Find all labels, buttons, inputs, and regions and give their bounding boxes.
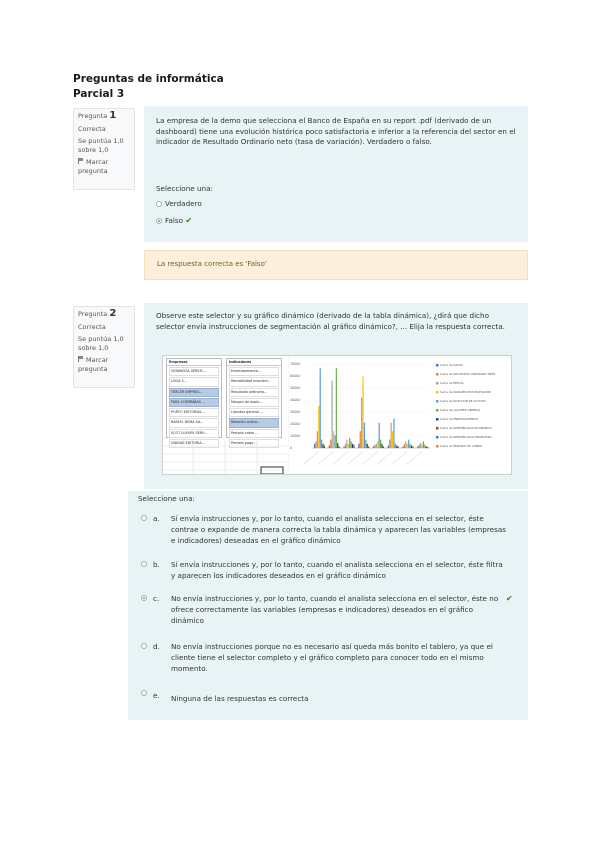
chart-bar xyxy=(411,445,412,448)
chart-bar xyxy=(346,440,347,448)
option-text: Ninguna de las respuestas es correcta xyxy=(171,694,309,703)
legend-swatch xyxy=(436,445,439,448)
slicer-item[interactable]: Margen de explo... xyxy=(229,398,279,407)
y-tick-label: 70000 xyxy=(290,362,301,367)
chart-bar xyxy=(383,446,384,448)
chart-bar xyxy=(353,445,354,448)
slicer-empresas xyxy=(166,358,222,446)
chart-bar xyxy=(365,440,366,448)
chart-bar xyxy=(379,423,380,448)
chart-bar xyxy=(380,440,381,448)
chart-bar xyxy=(360,431,361,448)
chart-bar xyxy=(423,441,424,448)
flag-question-link[interactable]: Marcar pregunta xyxy=(78,356,109,373)
chart-bar xyxy=(348,444,349,448)
y-tick-label: 30000 xyxy=(290,410,301,415)
chart-bar xyxy=(404,444,405,448)
question-prefix: Pregunta xyxy=(78,310,108,318)
chart-bar xyxy=(381,444,382,448)
chart-bar xyxy=(352,444,353,448)
chart-bar xyxy=(393,419,394,448)
question-score: Se puntúa 1,0 sobre 1,0 xyxy=(78,137,124,154)
slicer-item[interactable]: UNIDAD EDITORIA... xyxy=(169,439,219,448)
option-falso[interactable]: Falso ✔ xyxy=(156,216,192,227)
question-1-content xyxy=(144,106,528,242)
legend-swatch xyxy=(436,436,439,439)
option-letter: e. xyxy=(153,691,160,700)
chart-bar xyxy=(333,431,334,448)
legend-label: Suma de DATOS xyxy=(440,363,463,367)
option-c[interactable] xyxy=(140,593,520,629)
slicer-item[interactable]: TERCER EMPRES... xyxy=(169,388,219,397)
chart-bar xyxy=(361,398,362,448)
radio-button[interactable] xyxy=(141,690,147,696)
chart-bar xyxy=(351,441,352,448)
radio-button[interactable] xyxy=(141,643,147,649)
chart-bar xyxy=(314,444,315,448)
y-tick-label: 0 xyxy=(290,446,293,451)
option-b[interactable] xyxy=(140,559,520,583)
slicer-item[interactable]: Periodo cobro ... xyxy=(229,429,279,438)
chart-bar xyxy=(391,423,392,448)
slicer-item[interactable]: PARA COMPAÑÍAS ... xyxy=(169,398,219,407)
option-text: No envía instrucciones porque no es necesario así queda más bonito el tablero, ya que el cliente tiene el selector completo y el gráfico completo para conocer todo en el mismo momento. xyxy=(171,642,493,673)
legend-swatch xyxy=(436,382,439,385)
correct-check-icon: ✔ xyxy=(185,216,193,225)
x-tick-label: ——————— xyxy=(317,449,335,466)
x-tick-label: ——————— xyxy=(302,449,321,466)
chart-bar xyxy=(362,377,363,448)
chart-bar xyxy=(373,446,374,448)
chart-bar xyxy=(367,444,368,448)
slicer-title: Empresas xyxy=(167,359,221,366)
chart-bar xyxy=(424,445,425,448)
legend-swatch xyxy=(436,391,439,394)
chart-bar xyxy=(396,445,397,448)
slicer-item[interactable]: Periodo pago ... xyxy=(229,439,279,448)
slicer-item[interactable]: LOGA S... xyxy=(169,377,219,386)
option-letter: a. xyxy=(153,514,160,523)
slicer-indicadores xyxy=(226,358,282,446)
chart-bar xyxy=(329,445,330,448)
document-title xyxy=(73,72,224,102)
chart-bar xyxy=(345,444,346,448)
y-tick-label: 10000 xyxy=(290,434,301,439)
legend-label: Suma de EBITDA xyxy=(440,381,464,385)
chart-bar xyxy=(344,446,345,448)
x-tick-label: ——————— xyxy=(390,449,409,466)
chart-bar xyxy=(427,447,428,448)
chart-bar xyxy=(317,431,318,448)
x-tick-label: ——————— xyxy=(361,449,380,466)
question-score: Se puntúa 1,0 sobre 1,0 xyxy=(78,335,124,352)
slicer-item[interactable]: PORTO EDITORIAL... xyxy=(169,408,219,417)
chart-bar xyxy=(358,444,359,448)
chart-bar xyxy=(419,445,420,448)
chart-bar xyxy=(395,444,396,448)
legend-label: Suma de ROTACIÓN DE ACTIVOS xyxy=(440,399,486,403)
chart-bar xyxy=(374,445,375,448)
chart-bar xyxy=(408,440,409,448)
legend-label: Suma de LIQUIDEZ GENERAL xyxy=(440,408,481,412)
slicer-item[interactable]: VERANOSA SERVIC... xyxy=(169,367,219,376)
option-d[interactable] xyxy=(140,641,520,677)
flag-icon xyxy=(78,158,84,164)
radio-button-checked[interactable] xyxy=(141,595,147,601)
answer-prompt: Seleccione una: xyxy=(156,184,213,193)
chart-bar xyxy=(364,423,365,448)
question-number: 2 xyxy=(109,308,117,319)
question-2-answers xyxy=(128,491,528,720)
legend-swatch xyxy=(436,418,439,421)
legend-label: Suma de RESULTADO ORDINARIO NETO xyxy=(440,372,496,376)
chart-bar xyxy=(318,406,319,448)
chart-bar xyxy=(332,381,333,448)
legend-swatch xyxy=(436,373,439,376)
y-tick-label: 60000 xyxy=(290,374,301,379)
slicer-item[interactable]: Endeudamiento... xyxy=(229,367,279,376)
spreadsheet-grid xyxy=(163,440,288,475)
chart-bar xyxy=(321,440,322,448)
radio-button[interactable] xyxy=(141,515,147,521)
legend-label: Suma de RENTABILIDAD FINANCIERA xyxy=(440,435,492,439)
legend-label: Suma de RENTABILIDAD ECONÓMICA xyxy=(440,426,492,430)
chart-bar xyxy=(377,441,378,448)
question-2-text: Observe este selector y su gráfico dinámico (derivado de la tabla dinámica), ¿dirá que dicho selector envía instrucciones de segmentación al gráfico dinámico?, ... Elija la respuesta correcta. xyxy=(156,311,505,331)
option-text: Sí envía instrucciones y, por lo tanto, cuando el analista selecciona en el selector, éste contrae o expande de manera correcta la tabla dinámica y aparecen las variables (empresas e indicadores) deseadas en el gráfico dinámico xyxy=(171,514,506,545)
radio-button-checked[interactable] xyxy=(156,218,162,224)
chart-bar xyxy=(368,446,369,448)
question-2-info xyxy=(73,306,135,388)
x-tick-label: ——————— xyxy=(346,449,365,466)
feedback-text: La respuesta correcta es 'Falso' xyxy=(157,260,267,268)
y-tick-label: 50000 xyxy=(290,386,301,391)
y-tick-label: 40000 xyxy=(290,398,301,403)
chart-bar xyxy=(336,368,337,448)
question-1-info xyxy=(73,108,135,190)
question-1-feedback xyxy=(144,250,528,280)
x-tick-label: ——————— xyxy=(376,449,394,466)
question-prefix: Pregunta xyxy=(78,112,108,120)
slicer-item[interactable]: RAFAEL DEMA SA... xyxy=(169,418,219,427)
question-number: 1 xyxy=(109,110,117,121)
legend-label: Suma de MARGEN DE EXPLOTACIÓN xyxy=(440,390,491,394)
chart-bar xyxy=(417,446,418,448)
title-line: Preguntas de informática xyxy=(73,73,224,85)
chart-bar xyxy=(403,446,404,448)
chart-bar xyxy=(407,444,408,448)
legend-swatch xyxy=(436,400,439,403)
option-e[interactable] xyxy=(140,690,520,704)
chart-bar xyxy=(324,445,325,448)
chart-bar xyxy=(420,443,421,448)
x-tick-label: ——————— xyxy=(405,449,424,466)
flag-question-link[interactable]: Marcar pregunta xyxy=(78,158,109,175)
chart-bar xyxy=(330,440,331,448)
question-1-text: La empresa de la demo que selecciona el Banco de España en su report .pdf (derivado de un dashboard) tiene una evolución histórica poco satisfactoria e inferior a la referencia del sector en el indicador de Resultado Ordinario neto (tasa de variación). Verdadero o falso. xyxy=(156,116,516,146)
chart-bar xyxy=(410,444,411,448)
legend-swatch xyxy=(436,364,439,367)
radio-button[interactable] xyxy=(156,201,162,207)
option-a[interactable] xyxy=(140,513,520,549)
pivot-chart xyxy=(288,356,512,474)
slicer-item[interactable]: Liquidez general ... xyxy=(229,408,279,417)
chart-bar xyxy=(412,446,413,448)
dashboard-screenshot xyxy=(162,355,512,475)
option-text: No envía instrucciones y, por lo tanto, cuando el analista selecciona en el selector, éste no ofrece correctamente las variables (empresas e indicadores) deseados en el gráfico dinámico xyxy=(171,594,499,625)
chart-bar xyxy=(315,441,316,448)
slicer-title: Indicadores xyxy=(227,359,281,366)
y-tick-label: 20000 xyxy=(290,422,301,427)
option-letter: d. xyxy=(153,642,160,651)
option-text: Sí envía instrucciones y, por lo tanto, cuando el analista selecciona en el selector, éste filtra y aparecen los indicadores deseados en el gráfico dinámico xyxy=(171,560,503,580)
flag-icon xyxy=(78,356,84,362)
slicer-item[interactable]: Rotación activo... xyxy=(229,418,279,427)
chart-bar xyxy=(389,440,390,448)
chart-bar xyxy=(376,444,377,448)
chart-bar xyxy=(398,446,399,448)
chart-bar xyxy=(337,443,338,448)
question-state: Correcta xyxy=(78,124,106,133)
option-verdadero[interactable]: Verdadero xyxy=(156,199,202,210)
chart-bar xyxy=(334,435,335,448)
chart-bar xyxy=(320,368,321,448)
radio-button[interactable] xyxy=(141,561,147,567)
slicer-item[interactable]: Resultado ordinario... xyxy=(229,388,279,397)
correct-check-icon: ✔ xyxy=(506,594,513,603)
question-state: Correcta xyxy=(78,322,106,331)
chart-bar xyxy=(339,446,340,448)
chart-bar xyxy=(426,446,427,448)
answer-prompt: Seleccione una: xyxy=(138,494,195,503)
x-tick-label: ——————— xyxy=(331,449,350,466)
slicer-item[interactable]: Rentabilidad económi... xyxy=(229,377,279,386)
chart-bar xyxy=(349,438,350,448)
chart-bar xyxy=(421,445,422,448)
slicer-item[interactable]: SCOT LUXURY SERV... xyxy=(169,429,219,438)
option-letter: b. xyxy=(153,560,160,569)
subtitle-line: Parcial 3 xyxy=(73,88,125,100)
chart-bar xyxy=(392,431,393,448)
legend-swatch xyxy=(436,409,439,412)
chart-bar xyxy=(388,445,389,448)
legend-label: Suma de PERIODO DE COBRO xyxy=(440,444,482,448)
legend-label: Suma de ENDEUDAMIENTO xyxy=(440,417,479,421)
option-letter: c. xyxy=(153,594,160,603)
chart-bar xyxy=(322,444,323,448)
chart-bar xyxy=(405,441,406,448)
legend-swatch xyxy=(436,427,439,430)
